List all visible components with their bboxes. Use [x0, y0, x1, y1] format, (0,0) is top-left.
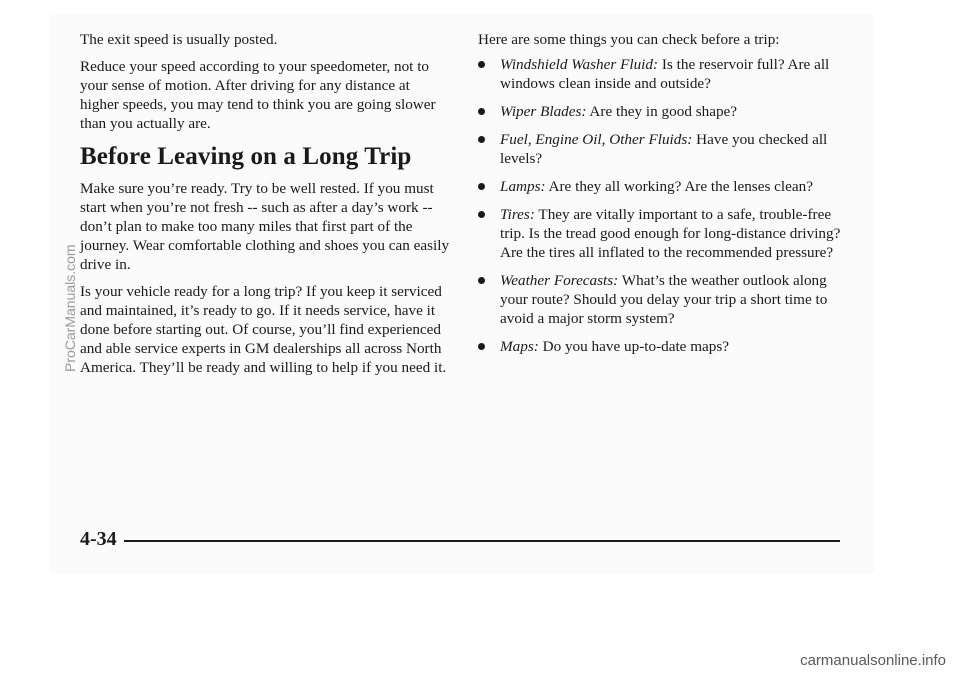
list-item — [478, 337, 858, 356]
right-column — [478, 30, 858, 365]
bullet-icon — [478, 136, 485, 143]
list-item — [478, 205, 858, 262]
item-text: Have you checked all levels? — [500, 131, 828, 167]
item-text: What’s the weather outlook along your route? Should you delay your trip a short time to avoid a major storm system? — [500, 272, 828, 327]
exit-speed-paragraph: The exit speed is usually posted. — [80, 31, 278, 48]
page-footer — [80, 528, 840, 558]
item-text: Are they all working? Are the lenses clean? — [545, 178, 813, 195]
footer-rule — [124, 540, 840, 542]
item-term: Windshield Washer Fluid: — [500, 56, 659, 73]
left-column — [80, 30, 450, 385]
item-text: They are vitally important to a safe, trouble-free trip. Is the tread good enough for long-distance driving? Are the tires all inflated to the recommended pressure? — [500, 206, 841, 261]
checklist — [478, 55, 858, 356]
checklist-intro: Here are some things you can check before a trip: — [478, 31, 780, 48]
bullet-icon — [478, 343, 485, 350]
bullet-icon — [478, 108, 485, 115]
vehicle-ready-paragraph: Is your vehicle ready for a long trip? If you keep it serviced and maintained, it’s ready to go. If it needs service, have it done before starting out. Of course, you’ll find experienced and able service experts in GM dealerships all across North America. They’ll be ready and willing to help if you need it. — [80, 283, 447, 376]
bullet-icon — [478, 277, 485, 284]
side-watermark — [62, 350, 84, 372]
be-ready-paragraph: Make sure you’re ready. Try to be well rested. If you must start when you’re not fresh -- such as after a day’s work -- don’t plan to make too many miles that first part of the journey. Wear comfortable clothing and shoes you can easily drive in. — [80, 180, 450, 273]
list-item — [478, 177, 858, 196]
item-term: Tires: — [500, 206, 535, 223]
list-item — [478, 102, 858, 121]
item-term: Weather Forecasts: — [500, 272, 619, 289]
item-text: Are they in good shape? — [586, 103, 738, 120]
item-text: Do you have up-to-date maps? — [538, 338, 730, 355]
list-item — [478, 130, 858, 168]
bullet-icon — [478, 211, 485, 218]
section-heading: Before Leaving on a Long Trip — [80, 143, 412, 170]
page-number: 4-34 — [80, 528, 117, 550]
list-item — [478, 271, 858, 328]
bottom-watermark: carmanualsonline.info — [800, 652, 946, 669]
bullet-icon — [478, 61, 485, 68]
item-text: Is the reservoir full? Are all windows clean inside and outside? — [500, 56, 830, 92]
item-term: Lamps: — [500, 178, 546, 195]
reduce-speed-paragraph: Reduce your speed according to your speedometer, not to your sense of motion. After driving for any distance at higher speeds, you may tend to think you are going slower than you actually are. — [80, 58, 436, 132]
bullet-icon — [478, 183, 485, 190]
item-term: Maps: — [500, 338, 539, 355]
list-item — [478, 55, 858, 93]
item-term: Fuel, Engine Oil, Other Fluids: — [500, 131, 693, 148]
item-term: Wiper Blades: — [500, 103, 587, 120]
